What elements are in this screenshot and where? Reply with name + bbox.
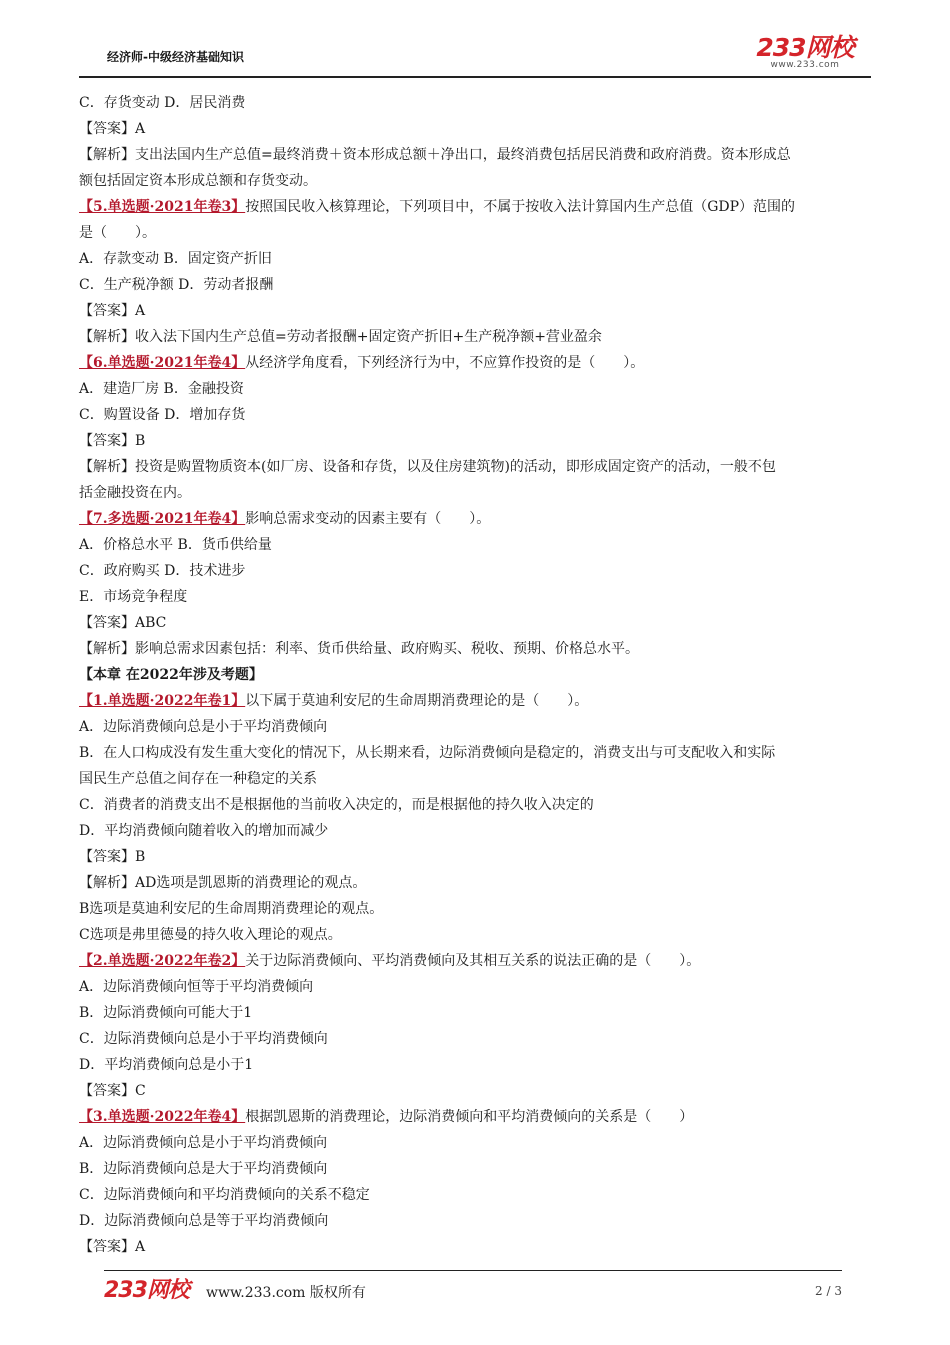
line-text: C．政府购买 D．技术进步	[79, 563, 246, 579]
question-line	[79, 1104, 871, 1130]
question-tag: 【7.多选题·2021年卷4】	[79, 511, 246, 527]
line-text: 影响总需求变动的因素主要有（ ）。	[245, 511, 491, 527]
question-line	[79, 350, 871, 376]
question-tag: 【2.单选题·2022年卷2】	[79, 953, 246, 969]
logo-url: www.233.com	[770, 60, 840, 70]
line-text: 根据凯恩斯的消费理论，边际消费倾向和平均消费倾向的关系是（ ）	[245, 1109, 694, 1125]
question-line	[79, 194, 871, 220]
question-tag: 【6.单选题·2021年卷4】	[79, 355, 246, 371]
line-text: 【解析】AD选项是凯恩斯的消费理论的观点。	[79, 875, 367, 891]
question-tag: 【1.单选题·2022年卷1】	[79, 693, 246, 709]
text-line	[79, 662, 871, 688]
line-text: B．边际消费倾向总是大于平均消费倾向	[79, 1161, 328, 1177]
text-line	[79, 558, 871, 584]
question-tag: 【5.单选题·2021年卷3】	[79, 199, 246, 215]
text-line	[79, 1130, 871, 1156]
line-text: A．存款变动 B．固定资产折旧	[79, 251, 272, 267]
text-line	[79, 402, 871, 428]
text-line	[79, 766, 871, 792]
text-line	[79, 714, 871, 740]
line-text: 是（ ）。	[79, 225, 156, 241]
text-line	[79, 974, 871, 1000]
text-line	[79, 428, 871, 454]
line-text: 【解析】影响总需求因素包括：利率、货币供给量、政府购买、税收、预期、价格总水平。	[79, 641, 639, 657]
line-text: 【答案】B	[79, 849, 146, 865]
text-line	[79, 1026, 871, 1052]
text-line	[79, 116, 871, 142]
text-line	[79, 1078, 871, 1104]
line-text: A．边际消费倾向恒等于平均消费倾向	[79, 979, 314, 995]
text-line	[79, 636, 871, 662]
line-text: C选项是弗里德曼的持久收入理论的观点。	[79, 927, 342, 943]
line-text: 【答案】C	[79, 1083, 146, 1099]
document-body	[79, 90, 871, 1260]
text-line	[79, 1156, 871, 1182]
line-text: B．在人口构成没有发生重大变化的情况下，从长期来看，边际消费倾向是稳定的，消费支出与可支配收入和实际	[79, 745, 776, 761]
line-text: 额包括固定资本形成总额和存货变动。	[79, 173, 317, 189]
text-line	[79, 376, 871, 402]
line-text: 关于边际消费倾向、平均消费倾向及其相互关系的说法正确的是（ ）。	[245, 953, 701, 969]
line-text: 括金融投资在内。	[79, 485, 191, 501]
line-text: 【解析】收入法下国内生产总值=劳动者报酬+固定资产折旧+生产税净额+营业盈余	[79, 329, 602, 345]
text-line	[79, 1208, 871, 1234]
line-text: C．边际消费倾向总是小于平均消费倾向	[79, 1031, 328, 1047]
line-text: 国民生产总值之间存在一种稳定的关系	[79, 771, 317, 787]
text-line	[79, 272, 871, 298]
document-title: 经济师-中级经济基础知识	[107, 50, 244, 64]
line-text: A．边际消费倾向总是小于平均消费倾向	[79, 719, 328, 735]
line-text: 【答案】A	[79, 303, 146, 319]
line-text: 【答案】ABC	[79, 615, 167, 631]
page-header	[79, 34, 871, 78]
question-line	[79, 506, 871, 532]
section-heading: 【本章 在2022年涉及考题】	[79, 667, 263, 683]
line-text: A．价格总水平 B．货币供给量	[79, 537, 272, 553]
text-line	[79, 1182, 871, 1208]
footer-divider	[104, 1270, 842, 1271]
line-text: C．生产税净额 D．劳动者报酬	[79, 277, 274, 293]
text-line	[79, 220, 871, 246]
line-text: C．购置设备 D．增加存货	[79, 407, 246, 423]
brand-logo	[741, 34, 869, 74]
line-text: D．平均消费倾向随着收入的增加而减少	[79, 823, 329, 839]
line-text: C．存货变动 D．居民消费	[79, 95, 246, 111]
line-text: E．市场竞争程度	[79, 589, 188, 605]
line-text: 【解析】投资是购置物质资本(如厂房、设备和存货，以及住房建筑物)的活动，即形成固定资产的活动，一般不包	[79, 459, 776, 475]
line-text: 按照国民收入核算理论，下列项目中，不属于按收入法计算国内生产总值（GDP）范围的	[245, 199, 796, 215]
text-line	[79, 740, 871, 766]
text-line	[79, 454, 871, 480]
text-line	[79, 844, 871, 870]
question-line	[79, 688, 871, 714]
line-text: 【答案】A	[79, 1239, 146, 1255]
header-divider	[79, 76, 871, 78]
line-text: 【解析】支出法国内生产总值=最终消费＋资本形成总额＋净出口，最终消费包括居民消费和政府消费。资本形成总	[79, 147, 791, 163]
line-text: 【答案】A	[79, 121, 146, 137]
logo-number: 233	[756, 33, 806, 62]
text-line	[79, 792, 871, 818]
text-line	[79, 922, 871, 948]
text-line	[79, 142, 871, 168]
text-line	[79, 584, 871, 610]
text-line	[79, 1234, 871, 1260]
question-tag: 【3.单选题·2022年卷4】	[79, 1109, 246, 1125]
line-text: A．边际消费倾向总是小于平均消费倾向	[79, 1135, 328, 1151]
text-line	[79, 480, 871, 506]
line-text: 【答案】B	[79, 433, 146, 449]
line-text: 从经济学角度看，下列经济行为中，不应算作投资的是（ ）。	[245, 355, 645, 371]
page-footer	[104, 1270, 842, 1310]
line-text: C．边际消费倾向和平均消费倾向的关系不稳定	[79, 1187, 370, 1203]
line-text: B．边际消费倾向可能大于1	[79, 1005, 253, 1021]
line-text: B选项是莫迪利安尼的生命周期消费理论的观点。	[79, 901, 384, 917]
text-line	[79, 168, 871, 194]
question-line	[79, 948, 871, 974]
text-line	[79, 90, 871, 116]
line-text: C．消费者的消费支出不是根据他的当前收入决定的，而是根据他的持久收入决定的	[79, 797, 594, 813]
text-line	[79, 1052, 871, 1078]
text-line	[79, 532, 871, 558]
text-line	[79, 818, 871, 844]
line-text: A．建造厂房 B．金融投资	[79, 381, 244, 397]
page-number: 2 / 3	[815, 1284, 842, 1298]
text-line	[79, 610, 871, 636]
logo-text: 网校	[805, 33, 854, 62]
copyright-text: www.233.com 版权所有	[206, 1285, 366, 1301]
text-line	[79, 870, 871, 896]
text-line	[79, 246, 871, 272]
line-text: D．平均消费倾向总是小于1	[79, 1057, 254, 1073]
text-line	[79, 324, 871, 350]
footer-logo: 233网校	[104, 1278, 189, 1303]
text-line	[79, 298, 871, 324]
text-line	[79, 896, 871, 922]
line-text: D．边际消费倾向总是等于平均消费倾向	[79, 1213, 329, 1229]
line-text: 以下属于莫迪利安尼的生命周期消费理论的是（ ）。	[245, 693, 589, 709]
text-line	[79, 1000, 871, 1026]
